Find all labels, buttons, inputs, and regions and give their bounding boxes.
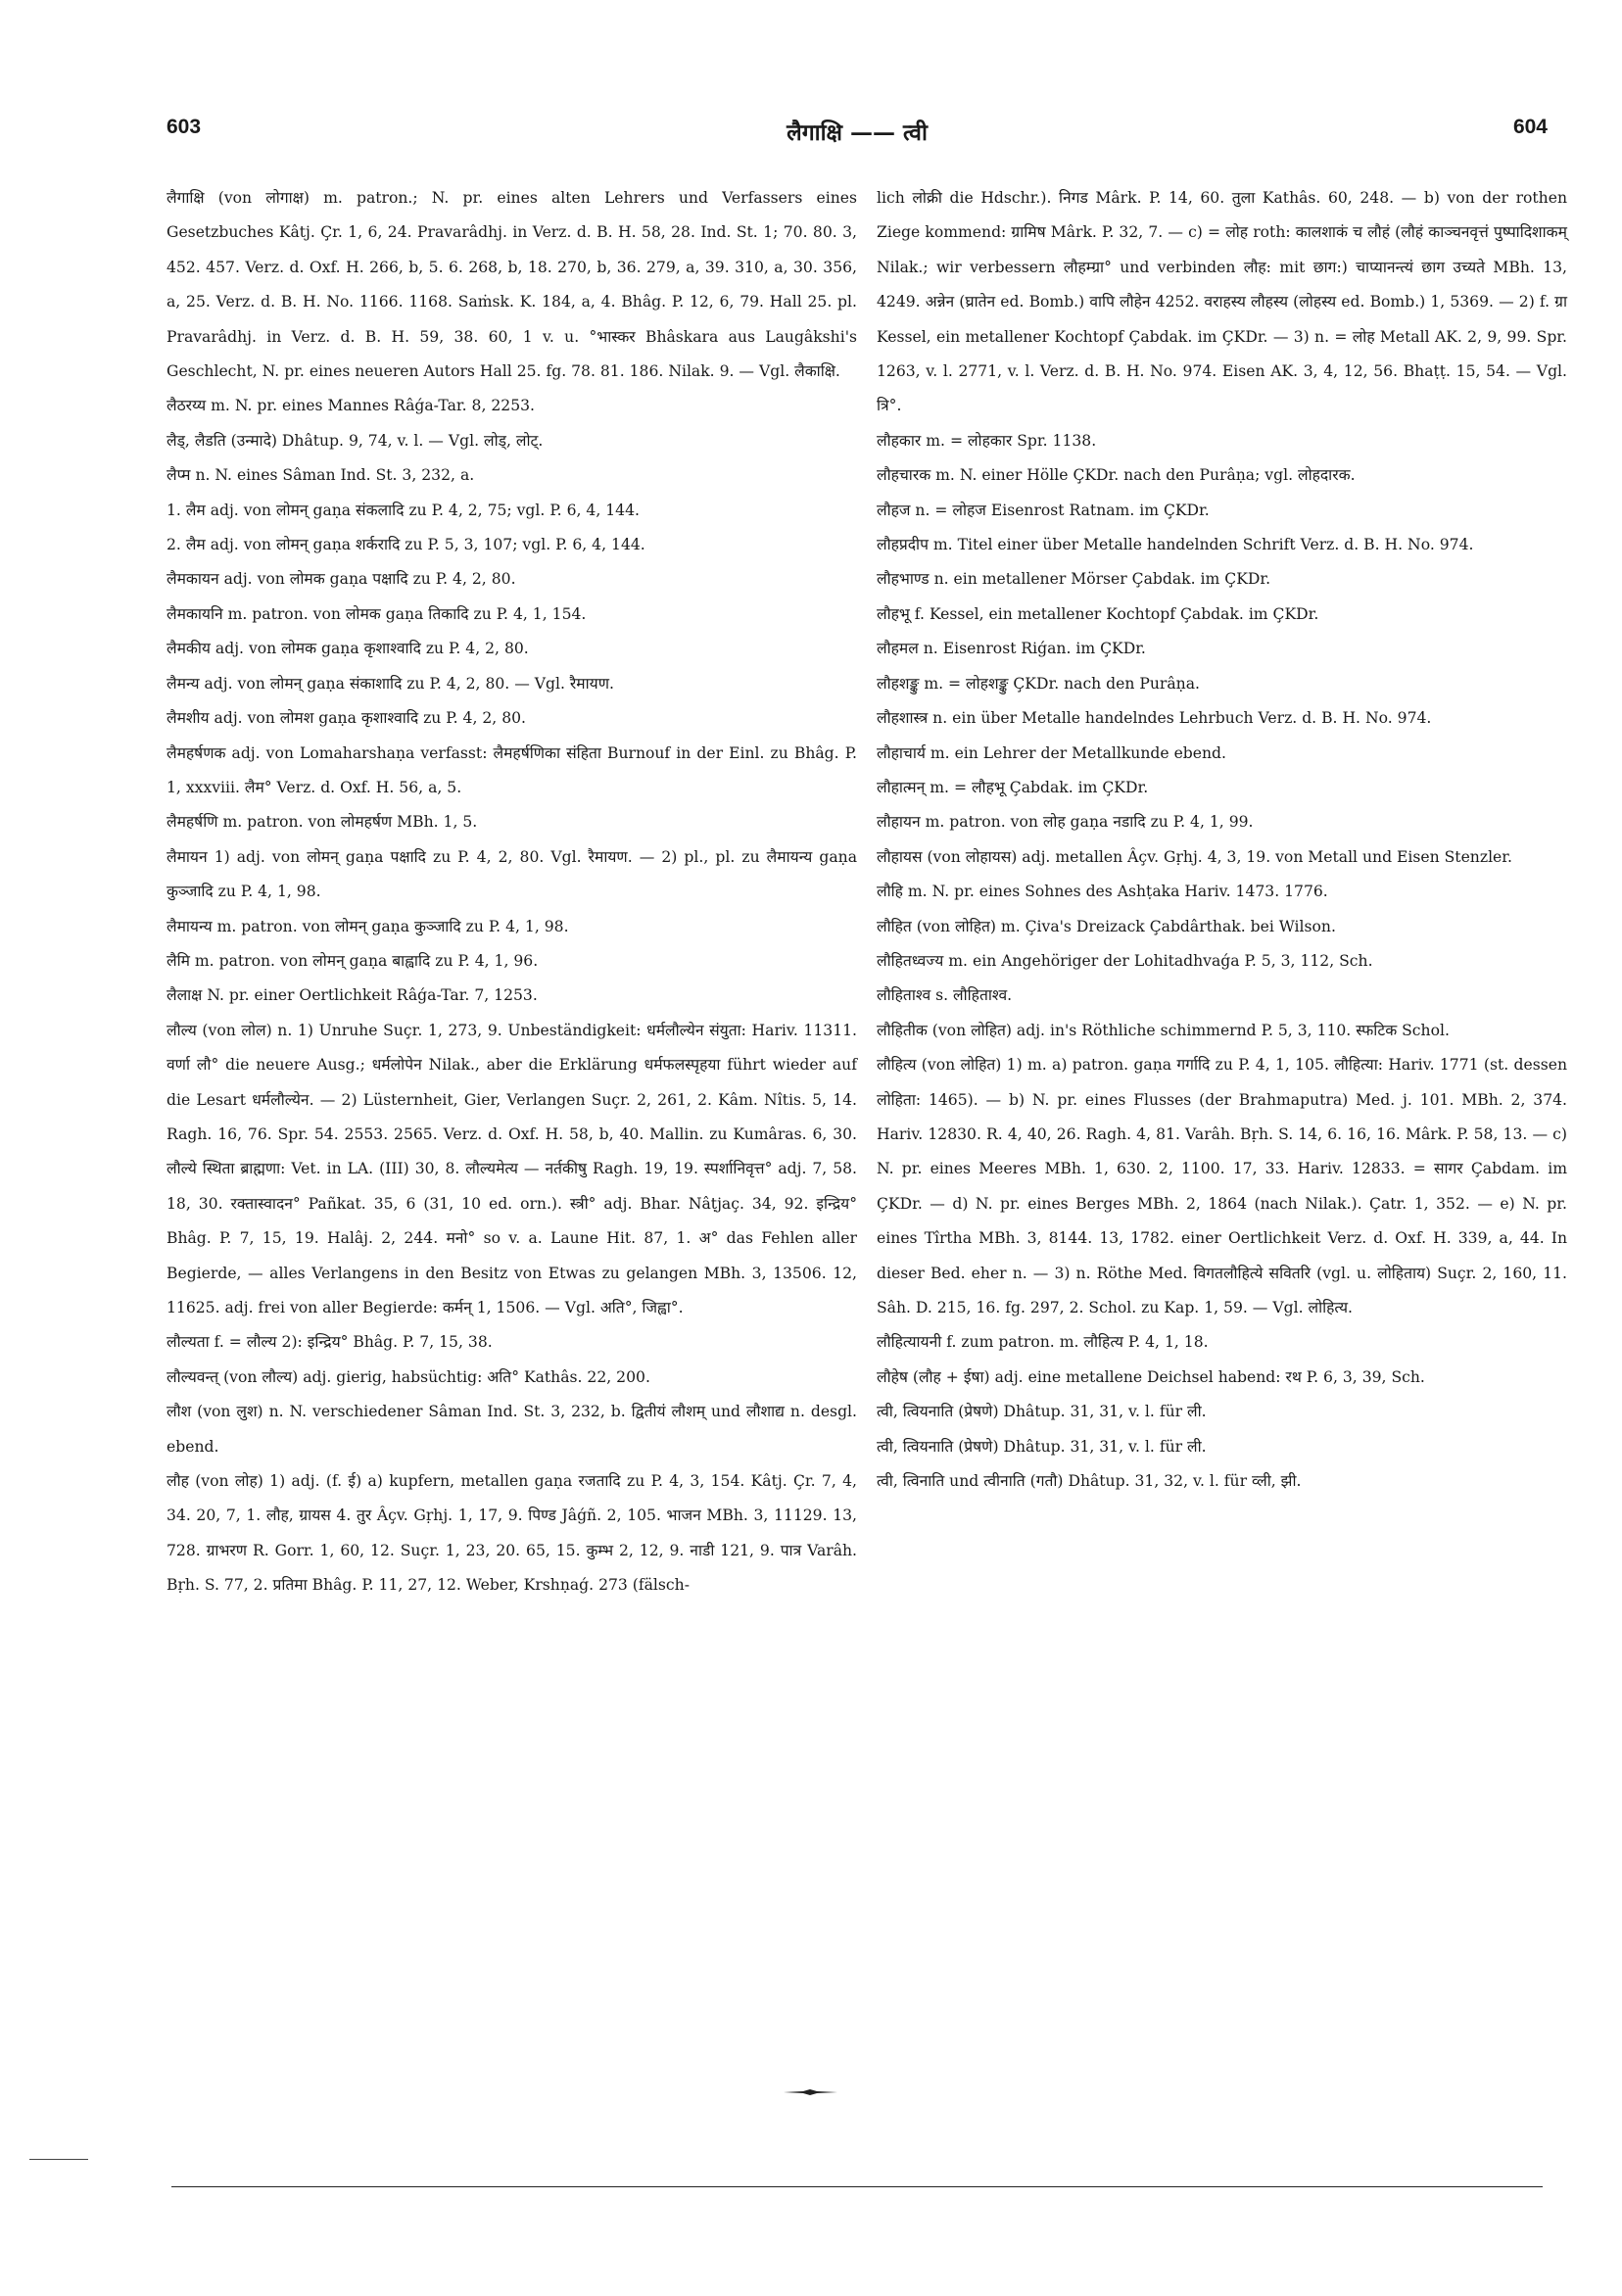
dictionary-entry: लौहेष (लौह + ईषा) adj. eine metallene Deichsel habend: रथ P. 6, 3, 39, Sch. [877,1367,1425,1386]
dictionary-entry: लौहायन m. patron. von लोह gaṇa नडादि zu P. 4, 1, 99. [877,813,1254,832]
dictionary-entry: लैमि m. patron. von लोमन् gaṇa बाह्वादि zu P. 4, 1, 96. [167,951,539,970]
dictionary-entry: लौहायस (von लोहायस) adj. metallen Âçv. Gṛhj. 4, 3, 19. von Metall und Eisen Stenzler. [877,847,1512,866]
dictionary-entry: लौहात्मन् m. = लौहभू Çabdak. im ÇKDr. [877,778,1149,796]
dictionary-entry: lich लोक्री die Hdschr.). निगड Mârk. P. 14, 60. तुला Kathâs. 60, 248. — b) von der rothen Ziege kommend: ग्रामिष Mârk. P. 32, 7. — c) = लोह roth: कालशाकं च लौहं (लौहं काञ्चनवृत्तं पुष्पादिशाकम् Nilak.; wir verbessern लौहम्ग्रा° und verbinden लौह: mit छाग:) चाप्यानन्त्यं छाग उच्यते MBh. 13, 4249. अन्नेन (घ्रातेन ed. Bomb.) वापि लौहेन 4252. वराहस्य लौहस्य (लोहस्य ed. Bomb.) 1, 5369. — 2) f. ग्रा Kessel, ein metallener Kochtopf Çabdak. im ÇKDr. — 3) n. = लोह Metall AK. 2, 9, 99. Spr. 1263, v. l. 2771, v. l. Verz. d. B. H. No. 974. Eisen AK. 3, 4, 12, 56. Bhaṭṭ. 15, 54. — Vgl. त्रि°. [877,189,1567,415]
dictionary-entry: लैमकायनि m. patron. von लोमक gaṇa तिकादि zu P. 4, 1, 154. [167,604,587,623]
dictionary-entry: लौश (von लुश) n. N. verschiedener Sâman Ind. St. 3, 232, b. द्वितीयं लौशम् und लौशाद्य n. desgl. ebend. [167,1403,857,1456]
dictionary-entry: लैगाक्षि (von लोगाक्ष) m. patron.; N. pr. eines alten Lehrers und Verfassers eines Gesetzbuches Kâtj. Çr. 1, 6, 24. Pravarâdhj. in Verz. d. B. H. 58, 28. Ind. St. 1; 70. 80. 3, 452. 457. Verz. d. Oxf. H. 266, b, 5. 6. 268, b, 18. 270, b, 36. 279, a, 39. 310, a, 30. 356, a, 25. Verz. d. B. H. No. 1166. 1168. Saṁsk. K. 184, a, 4. Bhâg. P. 12, 6, 79. Hall 25. pl. Pravarâdhj. in Verz. d. B. H. 59, 38. 60, 1 v. u. °भास्कर Bhâskara aus Laugâkshi's Geschlecht, N. pr. eines neueren Autors Hall 25. fg. 78. 81. 186. Nilak. 9. — Vgl. लैकाक्षि. [167,189,857,381]
dictionary-entry: लैप्म n. N. eines Sâman Ind. St. 3, 232, a. [167,466,475,485]
dictionary-entry: लौहमल n. Eisenrost Riǵan. im ÇKDr. [877,640,1146,658]
dictionary-entry: लौहाचार्य m. ein Lehrer der Metallkunde ebend. [877,743,1226,762]
page-number-right: 604 [1512,116,1548,138]
dictionary-entry: लौल्यवन्त् (von लौल्य) adj. gierig, habsüchtig: अति° Kathâs. 22, 200. [167,1367,650,1386]
page-number-left: 603 [167,116,202,138]
dictionary-entry: लैठरय्य m. N. pr. eines Mannes Râǵa-Tar. 8, 2253. [167,397,536,415]
dictionary-entry: त्वी, त्वियनाति (प्रेषणे) Dhâtup. 31, 31, v. l. für ली. [877,1403,1207,1421]
dictionary-entry: 2. लैम adj. von लोमन् gaṇa शर्करादि zu P. 5, 3, 107; vgl. P. 6, 4, 144. [167,536,645,554]
dictionary-entry: लौहित्यायनी f. zum patron. m. लौहित्य P. 4, 1, 18. [877,1333,1209,1352]
dictionary-entry: लैड्, लैडति (उन्मादे) Dhâtup. 9, 74, v. l. — Vgl. लोड्, लोट्. [167,431,544,450]
dictionary-entry: लौहशङ्कु m. = लोहशङ्कु ÇKDr. nach den Purâṇa. [877,674,1200,693]
end-ornament [784,2089,837,2095]
dictionary-entry: लौहित (von लोहित) m. Çiva's Dreizack Çabdârthak. bei Wilson. [877,917,1336,935]
dictionary-entry: लैलाक्ष N. pr. einer Oertlichkeit Râǵa-Tar. 7, 1253. [167,986,538,1005]
dictionary-entry: लैमन्य adj. von लोमन् gaṇa संकाशादि zu P. 4, 2, 80. — Vgl. रैमायण. [167,674,614,693]
dictionary-entry: लौहकार m. = लोहकार Spr. 1138. [877,431,1097,450]
dictionary-entry: लौहभाण्ड n. ein metallener Mörser Çabdak. im ÇKDr. [877,570,1271,589]
dictionary-entry: लौहित्य (von लोहित) 1) m. a) patron. gaṇa गर्गादि zu P. 4, 1, 105. लौहित्या: Hariv. 1771 (st. dessen लोहिता: 1465). — b) N. pr. eines Flusses (der Brahmaputra) Med. j. 101. MBh. 2, 374. Hariv. 12830. R. 4, 40, 26. Ragh. 4, 81. Varâh. Bṛh. S. 14, 6. 16, 16. Mârk. P. 58, 13. — c) N. pr. eines Meeres MBh. 1, 630. 2, 1100. 17, 33. Hariv. 12833. = सागर Çabdam. im ÇKDr. — d) N. pr. eines Berges MBh. 2, 1864 (nach Nilak.). Çatr. 1, 352. — e) N. pr. eines Tîrtha MBh. 3, 8144. 13, 1782. einer Oertlichkeit Verz. d. Oxf. H. 339, a, 44. In dieser Bed. eher n. — 3) n. Röthe Med. विगतलौहित्ये सवितरि (vgl. u. लोहिताय) Suçr. 2, 160, 11. Sâh. D. 215, 16. fg. 297, 2. Schol. zu Kap. 1, 59. — Vgl. लोहित्य. [877,1056,1567,1316]
footer-rule [171,2186,1543,2187]
dictionary-entry: लौहप्रदीप m. Titel einer über Metalle handelnden Schrift Verz. d. B. H. No. 974. [877,536,1474,554]
dictionary-entry: लौहितध्वज्य m. ein Angehöriger der Lohitadhvaǵa P. 5, 3, 112, Sch. [877,951,1373,970]
dictionary-entry: लैमहर्षणक adj. von Lomaharshaṇa verfasst: लैमहर्षणिका संहिता Burnouf in der Einl. zu Bhâg. P. 1, xxxviii. लैम° Verz. d. Oxf. H. 56, a, 5. [167,743,857,796]
dictionary-entry: लैमशीय adj. von लोमश gaṇa कृशाश्वादि zu P. 4, 2, 80. [167,709,526,728]
dictionary-entry: लैमकीय adj. von लोमक gaṇa कृशाश्वादि zu P. 4, 2, 80. [167,640,529,658]
dictionary-entry: लैमायन 1) adj. von लोमन् gaṇa पक्षादि zu P. 4, 2, 80. Vgl. रैमायण. — 2) pl., pl. zu लैमायन्य gaṇa कुञ्जादि zu P. 4, 1, 98. [167,847,857,901]
running-head: लैगाक्षि —— त्वी [787,120,928,146]
dictionary-entry: लैमहर्षणि m. patron. von लोमहर्षण MBh. 1, 5. [167,813,478,832]
page-header [167,116,1548,155]
dictionary-entry: लौहि m. N. pr. eines Sohnes des Ashṭaka Hariv. 1473. 1776. [877,883,1328,901]
dictionary-entry: लैमायन्य m. patron. von लोमन् gaṇa कुञ्जादि zu P. 4, 1, 98. [167,917,569,935]
dictionary-entry: 1. लैम adj. von लोमन् gaṇa संकलादि zu P. 4, 2, 75; vgl. P. 6, 4, 144. [167,501,640,519]
dictionary-entry: लौहिताश्व s. लौहिताश्व. [877,986,1013,1005]
dictionary-entry: लौहचारक m. N. einer Hölle ÇKDr. nach den Purâṇa; vgl. लोहदारक. [877,466,1356,485]
dictionary-entry: लौल्य (von लोल) n. 1) Unruhe Suçr. 1, 273, 9. Unbeständigkeit: धर्मलौल्येन संयुता: Hariv. 11311. वर्णा लौ° die neuere Ausg.; धर्मलोपेन Nilak., aber die Erklärung धर्मफलस्पृहया führt wieder auf die Lesart धर्मलौल्येन. — 2) Lüsternheit, Gier, Verlangen Suçr. 2, 261, 2. Kâm. Nîtis. 5, 14. Ragh. 16, 76. Spr. 54. 2553. 2565. Verz. d. Oxf. H. 58, b, 40. Mallin. zu Kumâras. 6, 30. लौल्ये स्थिता ब्राह्मणा: Vet. in LA. (III) 30, 8. लौल्यमेत्य — नर्तकीषु Ragh. 19, 19. स्पर्शानिवृत्त° adj. 7, 58. 18, 30. रक्तास्वादन° Pañkat. 35, 6 (31, 10 ed. orn.). स्त्री° adj. Bhar. Nâṭjaç. 34, 92. इन्द्रिय° Bhâg. P. 7, 15, 19. Halâj. 2, 244. मनो° so v. a. Laune Hit. 87, 1. अ° das Fehlen aller Begierde, — alles Verlangens in den Besitz von Etwas zu gelangen MBh. 3, 13506. 12, 11625. adj. frei von aller Begierde: कर्मन् 1, 1506. — Vgl. अति°, जिह्वा°. [167,1021,857,1316]
dictionary-entry: त्वी, त्वियनाति (प्रेषणे) Dhâtup. 31, 31, v. l. für ली. [877,1437,1207,1456]
dictionary-entry: लौहभू f. Kessel, ein metallener Kochtopf Çabdak. im ÇKDr. [877,604,1319,623]
dictionary-entry: लौहितीक (von लोहित) adj. in's Röthliche schimmernd P. 5, 3, 110. स्फटिक Schol. [877,1021,1450,1039]
dictionary-entry: लौहशास्त्र n. ein über Metalle handelndes Lehrbuch Verz. d. B. H. No. 974. [877,709,1432,728]
dictionary-entry: त्वी, त्विनाति und त्वीनाति (गतौ) Dhâtup. 31, 32, v. l. für व्ली, झी. [877,1472,1302,1491]
left-column [167,181,857,1603]
margin-mark [29,2159,88,2160]
right-column [877,181,1567,1499]
dictionary-entry: लौहज n. = लोहज Eisenrost Ratnam. im ÇKDr. [877,501,1210,519]
dictionary-entry: लौल्यता f. = लौल्य 2): इन्द्रिय° Bhâg. P. 7, 15, 38. [167,1333,493,1352]
dictionary-entry: लौह (von लोह) 1) adj. (f. ई) a) kupfern, metallen gaṇa रजतादि zu P. 4, 3, 154. Kâtj. Çr. 7, 4, 34. 20, 7, 1. लौह, ग्रायस 4. तुर Âçv. Gṛhj. 1, 17, 9. पिण्ड Jâǵñ. 2, 105. भाजन MBh. 3, 11129. 13, 728. ग्राभरण R. Gorr. 1, 60, 12. Suçr. 1, 23, 20. 65, 15. कुम्भ 2, 12, 9. नाडी 121, 9. पात्र Varâh. Bṛh. S. 77, 2. प्रतिमा Bhâg. P. 11, 27, 12. Weber, Krshṇaǵ. 273 (fälsch- [167,1472,857,1595]
dictionary-entry: लैमकायन adj. von लोमक gaṇa पक्षादि zu P. 4, 2, 80. [167,570,516,589]
